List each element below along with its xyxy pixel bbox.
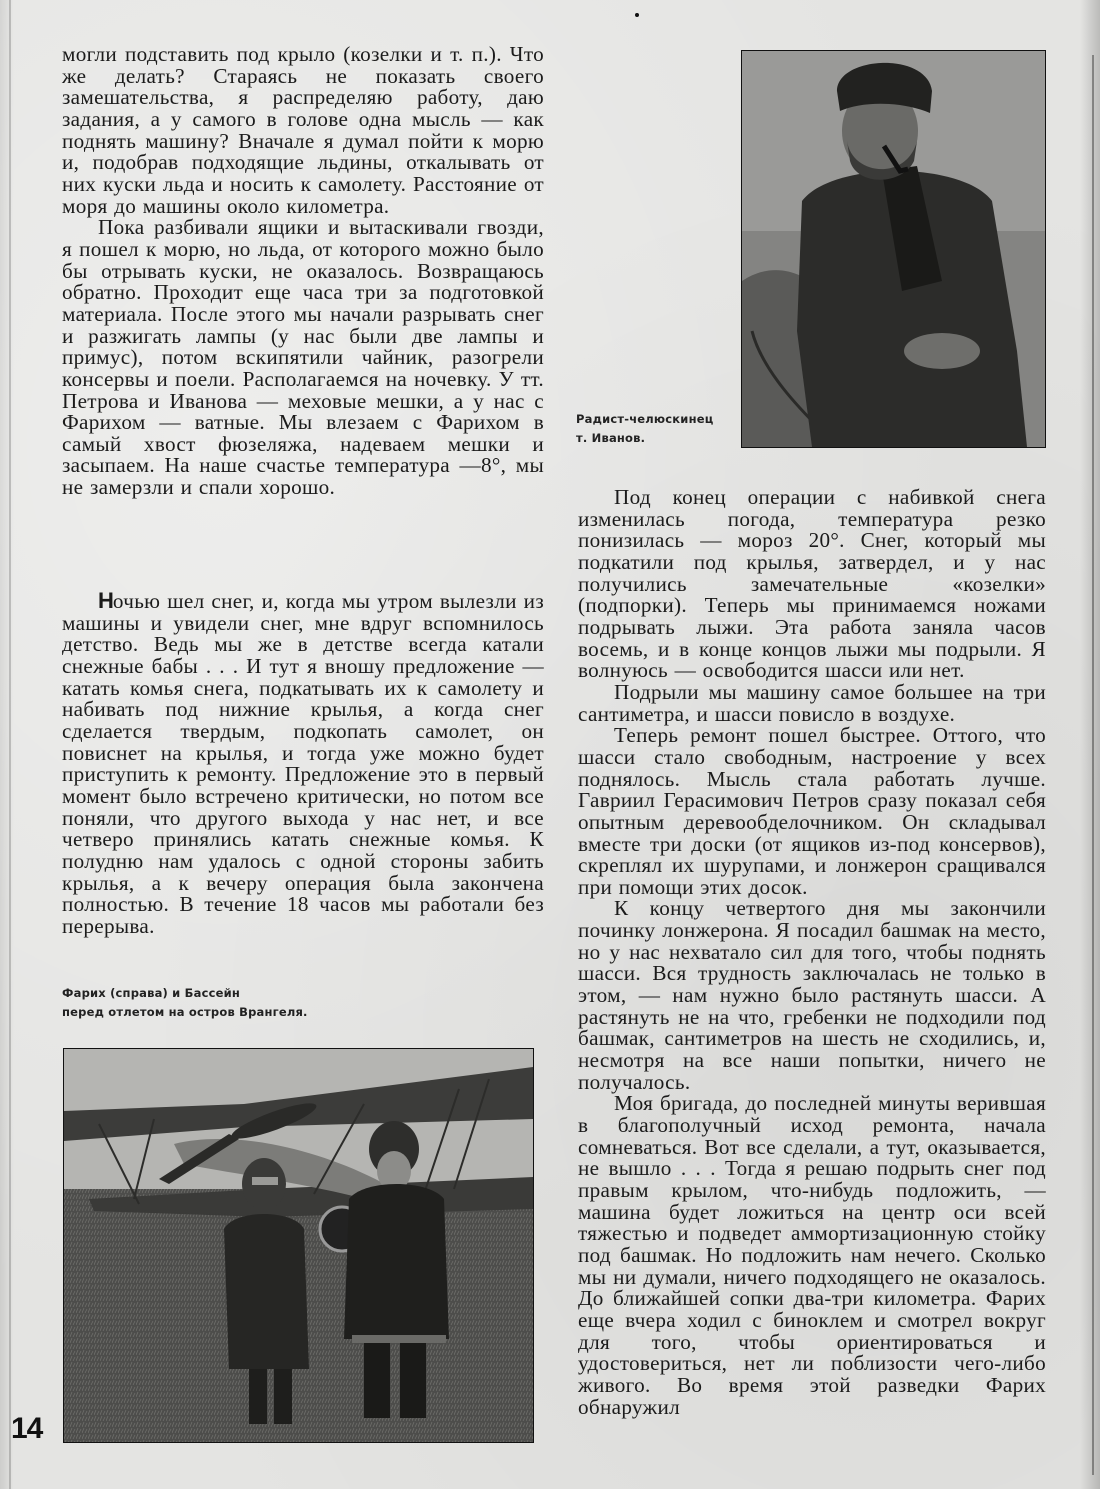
biplane-illustration [64, 1049, 533, 1442]
paragraph: Моя бригада, до последней минуты верившая в благополучный исход ремонта, начала сомневаться. Вот все сделали, а тут, оказывается, не вышло . . . Тогда я решаю подрыть снег под правым крылом, что-нибудь подложить, — машина будет ложиться на центр оси всей тяжестью и подведет аммортизационную стойку под башмак. Но подложить нам нечего. Сколько мы ни думали, ничего подходящего не оказалось. До ближайшей сопки два-три километра. Фарих еще вчера ходил с биноклем и смотрел вокруг для того, чтобы ориентироваться и удостовериться, нет ли поблизости чего-либо живого. Во время этой разведки Фарих обнаружил [578, 1091, 1046, 1419]
caption-line: Радист-челюскинец [576, 412, 714, 426]
paragraph: Подрыли мы машину самое большее на три сантиметра, и шасси повисло в воздухе. [578, 679, 1046, 726]
left-column-section-text [62, 590, 544, 938]
paragraph: Под конец операции с набивкой снега изменилась погода, температура резко понизилась — мороз 20°. Снег, который мы подкатили под крылья, затвердел, и у нас получились замечательные «козелки» (подпорки). Теперь мы принимаемся ножами подрывать лыжи. Эта работа заняла часов восемь, и в конце концов лыжи мы подрыли. Я волнуюсь — освободится шасси или нет. [578, 485, 1046, 683]
print-mark [635, 13, 639, 17]
paragraph: К концу четвертого дня мы закончили починку лонжерона. Я посадил башмак на место, но у нас нехватало сил для того, чтобы поднять шасси. Вся трудность заключалась не только в этом, — нам нужно было растянуть шасси. А растянуть не на что, гребенки не подходили под башмак, сантиметров на шесть не сходились, и, несмотря на все наши попытки, ничего не получалось. [578, 896, 1046, 1094]
page-edge-shadow [1092, 55, 1094, 1475]
portrait-illustration [742, 51, 1045, 447]
pilots-photo [63, 1048, 534, 1443]
paragraph: Пока разбивали ящики и вытаскивали гвозди, я пошел к морю, но льда, от которого можно было бы отрывать куски, не оказалось. Возвращаюсь обратно. Проходит еще часа три за подготовкой материала. После этого мы начали разрывать снег и разжигать лампы (у нас были две лампы и примус), потом вскипятили чайник, разогрели консервы и поели. Располагаемся на ночевку. У тт. Петрова и Иванова — меховые мешки, а у нас с Фарихом — ватные. Мы влезаем с Фарихом в самый хвост фюзеляжа, надеваем мешки и засыпаем. На наше счастье температура —8°, мы не замерзли и спали хорошо. [62, 215, 544, 500]
page-fold-shadow [9, 0, 11, 1489]
drop-cap: Н [98, 588, 113, 613]
caption-line: т. Иванов. [576, 431, 646, 445]
paragraph-text: очью шел снег, и, когда мы утром вылезли из машины и увидели снег, мне вдруг вспомнилось детство. Ведь мы же в детстве всегда катали снежные бабы . . . И тут я вношу предложение — катать комья снега, подкатывать их к самолету и набивать под нижние крылья, а когда снег сделается твердым, подкопать самолет, он повиснет на крылья, и тогда уже можно будет приступить к ремонту. Предложение это в первый момент было встречено критически, но потом все поняли, что другого выхода у нас нет, и все четверо принялись катать снежные комья. К полудню нам удалось с одной стороны забить крылья, а к вечеру операция была закончена полностью. В течение 18 часов мы работали без перерыва. [62, 589, 544, 938]
right-column-text [578, 487, 1046, 1418]
caption-line: Фарих (справа) и Бассейн [62, 986, 241, 1000]
paragraph: Теперь ремонт пошел быстрее. Оттого, что шасси стало свободным, настроение у всех поднялось. Мысль стала работать лучше. Гавриил Герасимович Петров сразу показал себя опытным деревообделочником. Он складывал вместе три доски (от ящиков из-под консервов), скреплял их шурупами, и лонжерон сращивался при помощи этих досок. [578, 723, 1046, 899]
pilots-photo-caption [62, 984, 362, 1022]
page-number: 14 [11, 1412, 43, 1445]
caption-line: перед отлетом на остров Врангеля. [62, 1005, 308, 1019]
left-column-top-text [62, 44, 544, 499]
ivanov-photo-caption [576, 410, 746, 448]
paragraph: могли подставить под крыло (козелки и т. п.). Что же делать? Стараясь не показать своего замешательства, я распределяю работу, даю задания, а у самого в голове одна мысль — как поднять машину? Вначале я думал пойти к морю и, подобрав подходящие льдины, откалывать от них куски льда и носить к самолету. Расстояние от моря до машины около километра. [62, 42, 544, 218]
ivanov-portrait-photo [741, 50, 1046, 448]
paragraph [62, 590, 544, 938]
